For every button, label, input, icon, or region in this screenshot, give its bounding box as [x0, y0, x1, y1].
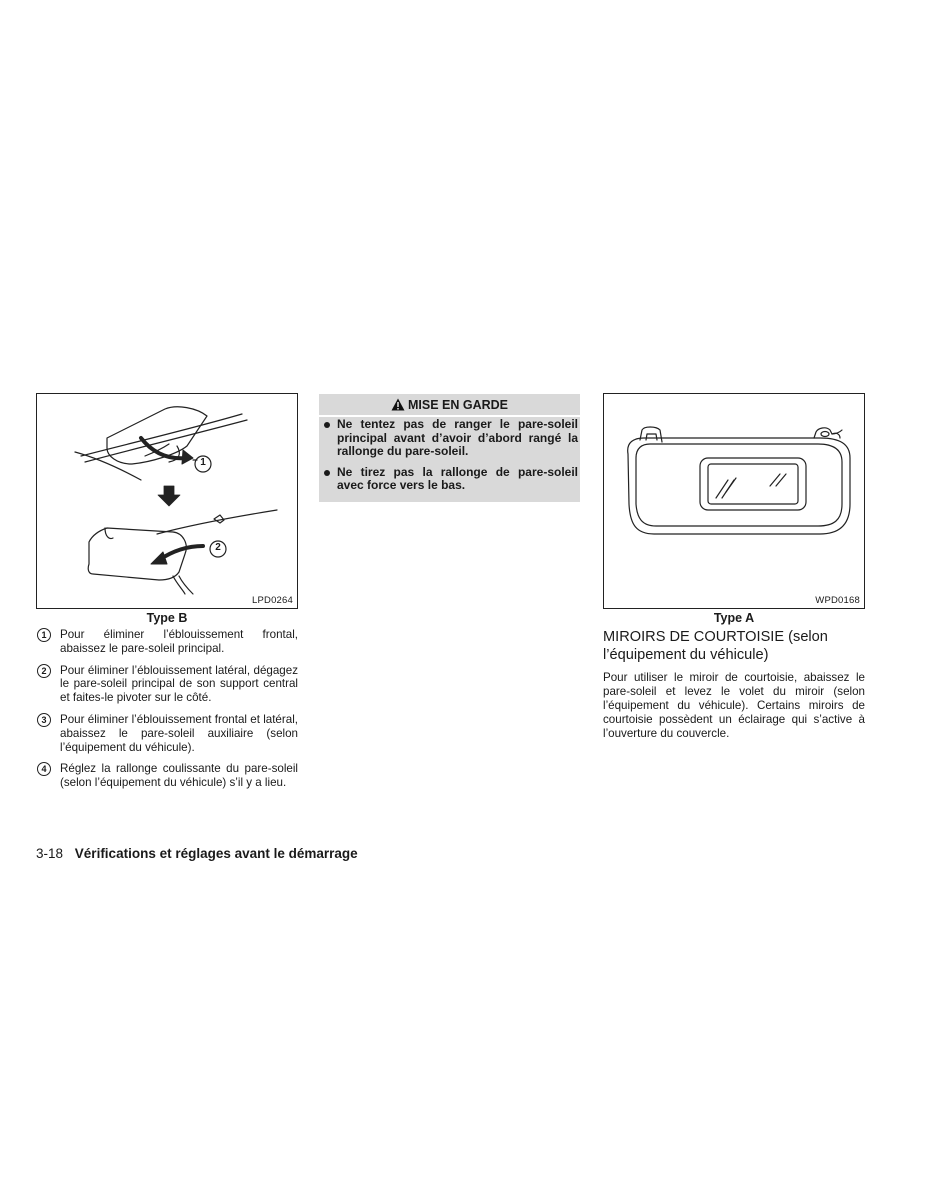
figure-code: WPD0168	[815, 595, 860, 606]
list-item	[36, 762, 298, 790]
page-number: 3-18	[36, 846, 64, 861]
callout-1: 1	[200, 457, 206, 468]
step-number: 2	[37, 664, 51, 678]
sun-visor-type-b-illustration	[37, 394, 299, 610]
list-item	[36, 664, 298, 705]
warning-title: MISE EN GARDE	[407, 397, 508, 412]
warning-list	[321, 418, 578, 500]
figure-code: LPD0264	[251, 595, 293, 606]
callout-2: 2	[215, 542, 221, 553]
step-text: Pour éliminer l’éblouissement frontal et latéral, abaissez le pare-soleil auxiliaire (selon l’équipement du véhicule).	[60, 712, 298, 754]
vanity-mirror-type-a-illustration	[604, 394, 866, 610]
step-number: 1	[37, 628, 51, 642]
bullet-icon	[324, 470, 330, 476]
step-number: 3	[37, 713, 51, 727]
step-text: Réglez la rallonge coulissante du pare-soleil (selon l’équipement du véhicule) s’il y a lieu.	[60, 762, 298, 790]
warning-item-text: Ne tirez pas la rallonge de pare-soleil avec force vers le bas.	[337, 464, 578, 493]
warning-triangle-icon	[391, 398, 405, 411]
bullet-icon	[324, 422, 330, 428]
instruction-list	[36, 628, 298, 798]
section-heading	[603, 628, 865, 664]
chapter-title: Vérifications et réglages avant le démarrage	[74, 846, 358, 861]
step-text: Pour éliminer l’éblouissement frontal, abaissez le pare-soleil principal.	[60, 628, 298, 655]
list-item	[36, 628, 298, 656]
vanity-mirror-type-a-figure	[603, 393, 865, 609]
step-text: Pour éliminer l’éblouissement latéral, dégagez le pare-soleil principal de son support central et faites-le pivoter sur le côté.	[60, 663, 298, 705]
warning-item-text: Ne tentez pas de ranger le pare-soleil principal avant d’avoir d’abord rangé la rallonge du pare-soleil.	[337, 417, 578, 459]
warning-box	[319, 394, 580, 502]
figure-caption-type-b: Type B	[146, 611, 188, 625]
page-footer	[36, 846, 358, 861]
warning-item	[321, 466, 578, 493]
step-number: 4	[37, 762, 51, 776]
section-body: Pour utiliser le miroir de courtoisie, abaissez le pare-soleil et levez le volet du miroir (selon l’équipement du véhicule). Certains miroirs de courtoisie possèdent un éclairage qui s’active à l’ouverture du couvercle.	[603, 671, 865, 740]
section-heading-main: MIROIRS DE COURTOISIE	[603, 629, 785, 645]
warning-header	[319, 394, 580, 417]
section-heading-suffix: (selon l’équipement du véhicule)	[603, 629, 828, 663]
list-item	[36, 713, 298, 754]
figure-caption-type-a: Type A	[713, 611, 755, 625]
warning-item	[321, 418, 578, 459]
sun-visor-type-b-figure	[36, 393, 298, 609]
